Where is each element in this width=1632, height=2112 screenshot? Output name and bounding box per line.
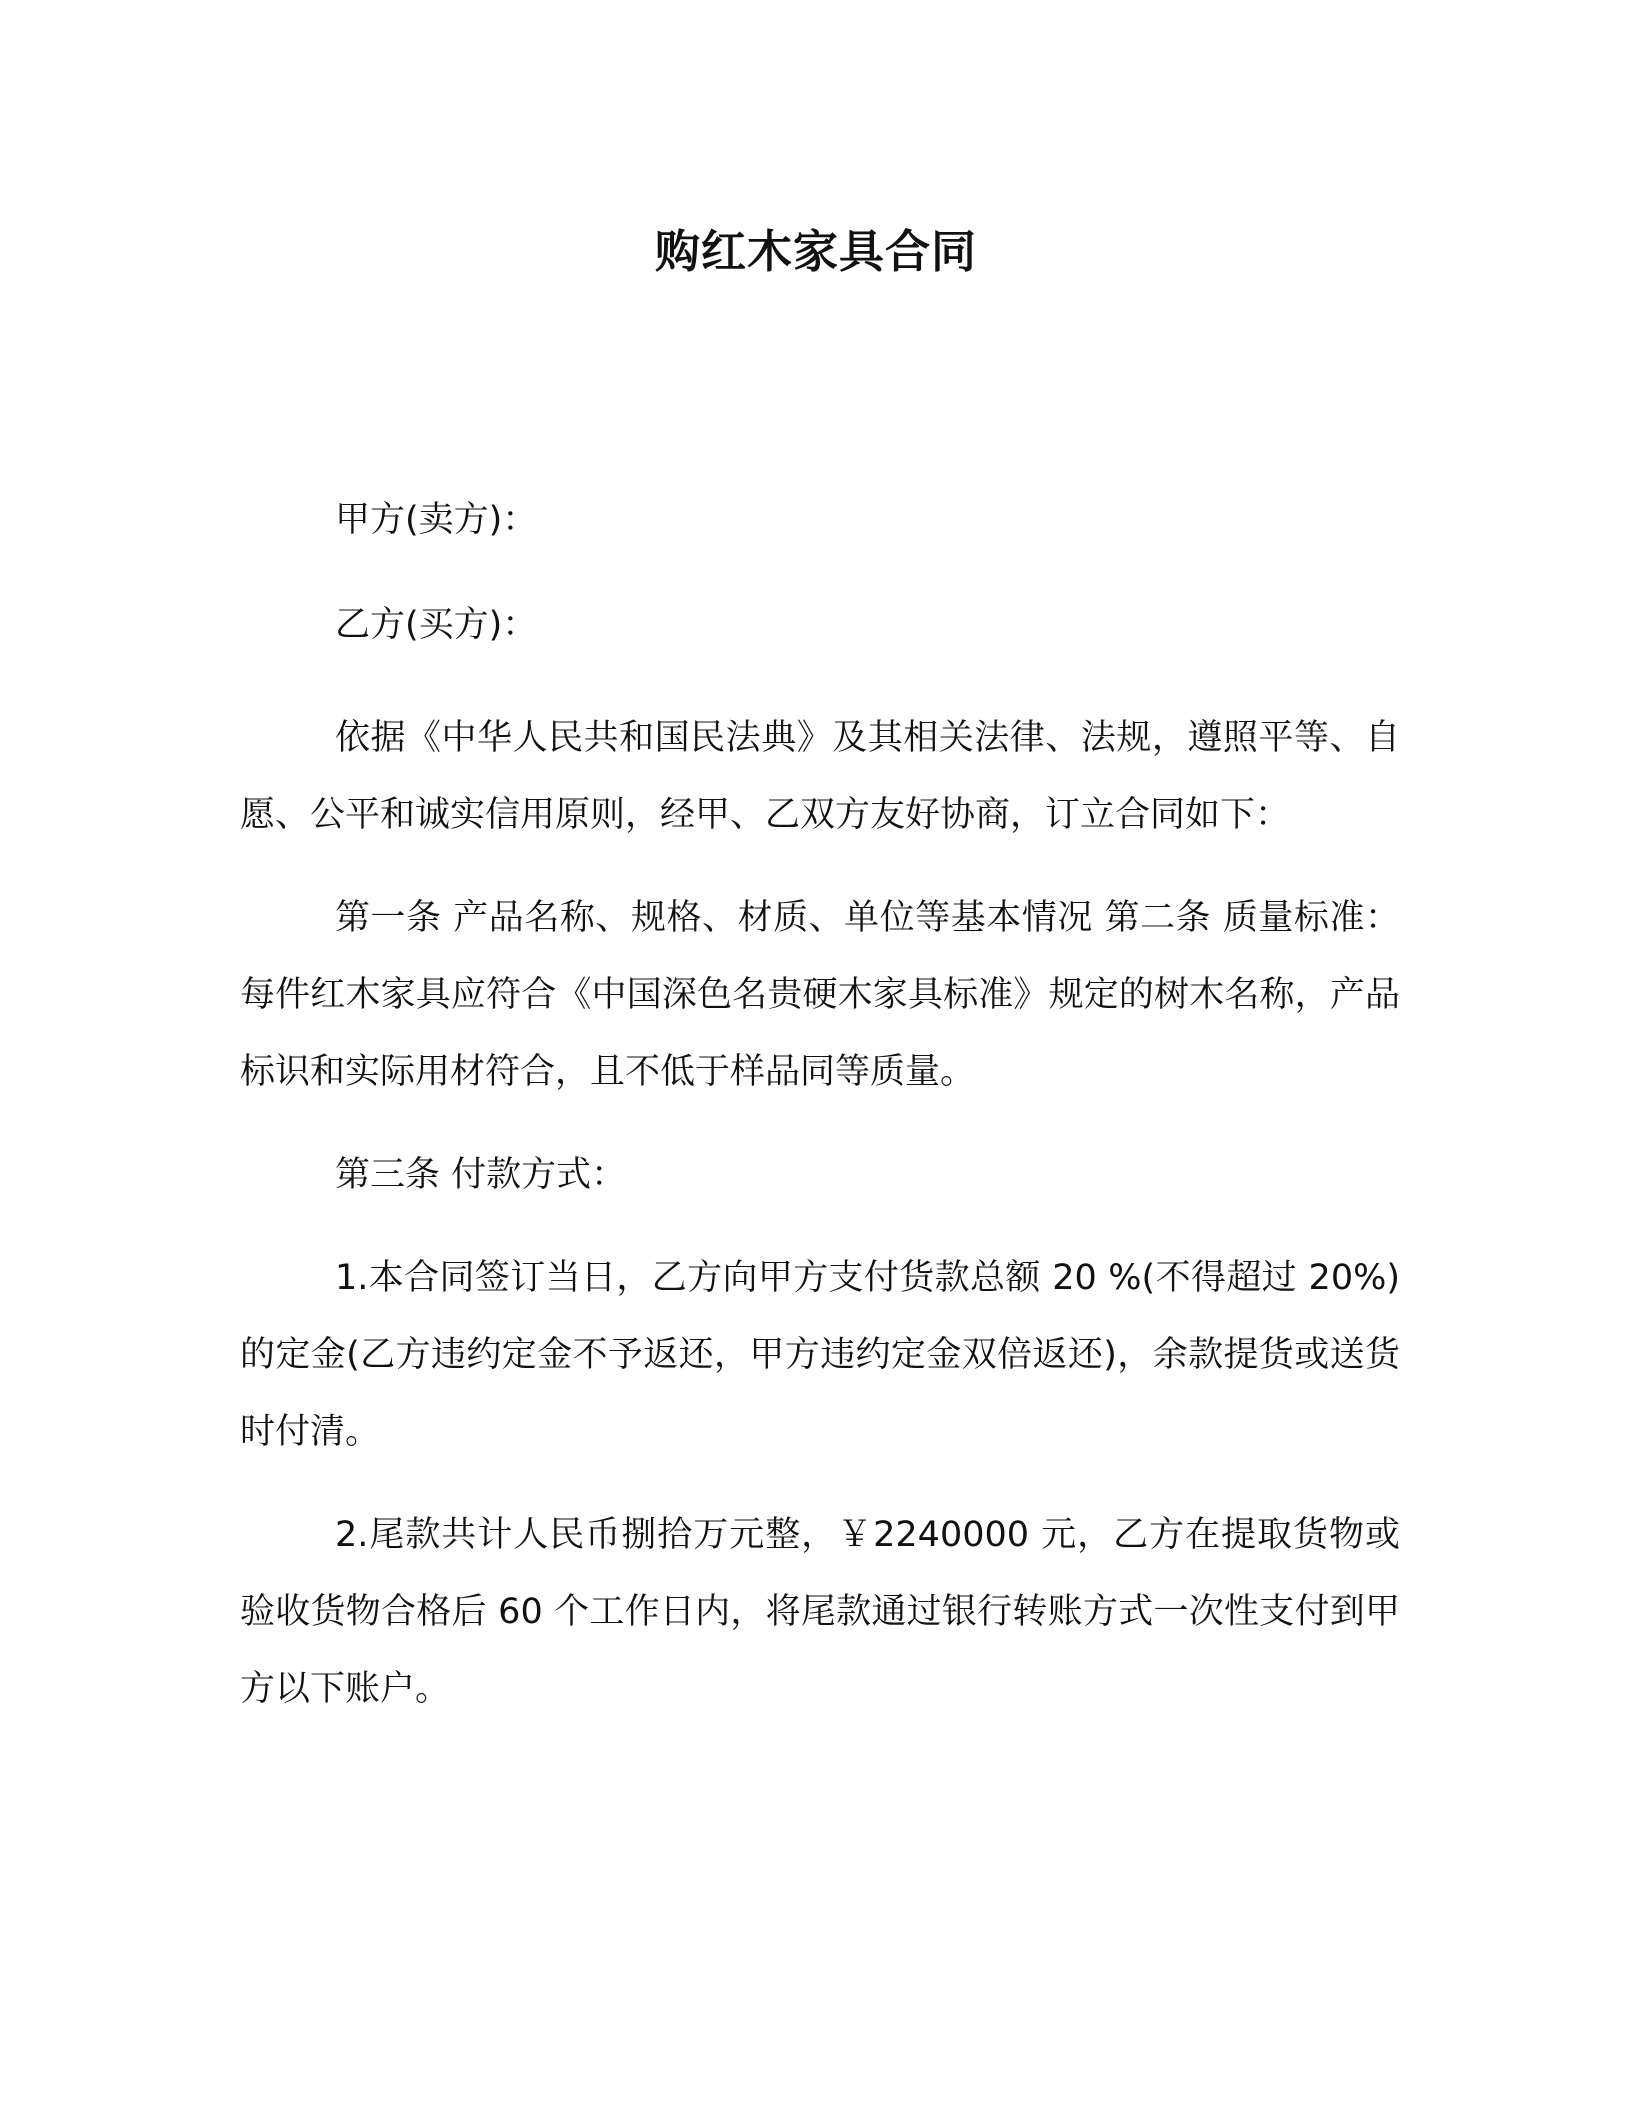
preamble-paragraph: 依据《中华人民共和国民法典》及其相关法律、法规，遵照平等、自愿、公平和诚实信用原则，经甲、乙双方友好协商，订立合同如下： (240, 718, 1400, 835)
party-a-line: 甲方(卖方)： (335, 500, 538, 540)
article-3-heading: 第三条 付款方式： (335, 1155, 627, 1195)
party-b-line: 乙方(买方)： (335, 605, 538, 645)
article-1-2-paragraph: 第一条 产品名称、规格、材质、单位等基本情况 第二条 质量标准：每件红木家具应符合《中国深色名贵硬木家具标准》规定的树木名称，产品标识和实际用材符合，且不低于样品同等质量。 (240, 898, 1400, 1092)
document-body (240, 490, 1400, 1754)
document-title: 购红木家具合同 (654, 225, 977, 278)
payment-clause-1: 1.本合同签订当日，乙方向甲方支付货款总额 20 %(不得超过 20%)的定金(乙方违约定金不予返还，甲方违约定金双倍返还)，余款提货或送货时付清。 (240, 1258, 1400, 1452)
payment-clause-2: 2.尾款共计人民币捌拾万元整，￥2240000 元，乙方在提取货物或验收货物合格后 60 个工作日内，将尾款通过银行转账方式一次性支付到甲方以下账户。 (240, 1515, 1400, 1709)
